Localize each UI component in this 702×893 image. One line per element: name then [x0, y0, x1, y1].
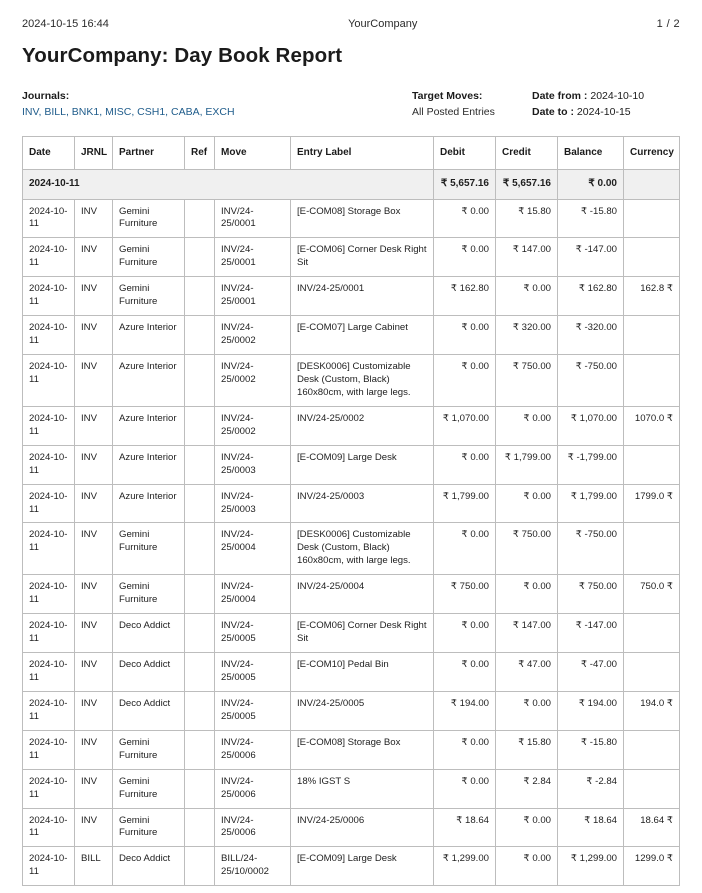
cell-currency: [624, 445, 680, 484]
cell-partner: Gemini Furniture: [113, 808, 185, 847]
cell-date: 2024-10-11: [23, 523, 75, 575]
cell-balance: ₹ -2.84: [558, 769, 624, 808]
cell-partner: Azure Interior: [113, 316, 185, 355]
header-timestamp: 2024-10-15 16:44: [22, 18, 109, 30]
cell-entry-label: [E-COM09] Large Desk: [291, 445, 434, 484]
group-credit: ₹ 5,657.16: [496, 169, 558, 199]
cell-move: INV/24-25/0006: [215, 769, 291, 808]
cell-jrnl: INV: [75, 691, 113, 730]
cell-entry-label: [DESK0006] Customizable Desk (Custom, Black) 160x80cm, with large legs.: [291, 523, 434, 575]
cell-balance: ₹ -147.00: [558, 614, 624, 653]
cell-move: INV/24-25/0003: [215, 484, 291, 523]
cell-balance: ₹ 18.64: [558, 808, 624, 847]
cell-debit: ₹ 18.64: [434, 808, 496, 847]
cell-date: 2024-10-11: [23, 691, 75, 730]
cell-balance: ₹ -15.80: [558, 730, 624, 769]
column-header-debit: Debit: [434, 137, 496, 170]
cell-jrnl: INV: [75, 238, 113, 277]
cell-currency: 1299.0 ₹: [624, 847, 680, 886]
cell-date: 2024-10-11: [23, 445, 75, 484]
table-row: [23, 238, 680, 277]
table-row: [23, 614, 680, 653]
cell-ref: [185, 575, 215, 614]
cell-date: 2024-10-11: [23, 277, 75, 316]
table-row: [23, 769, 680, 808]
column-header-balance: Balance: [558, 137, 624, 170]
group-header-row: [23, 169, 680, 199]
column-header-move: Move: [215, 137, 291, 170]
cell-jrnl: INV: [75, 316, 113, 355]
table-row: [23, 199, 680, 238]
cell-credit: ₹ 47.00: [496, 653, 558, 692]
cell-credit: ₹ 320.00: [496, 316, 558, 355]
cell-credit: ₹ 0.00: [496, 575, 558, 614]
cell-entry-label: [E-COM06] Corner Desk Right Sit: [291, 614, 434, 653]
table-row: [23, 445, 680, 484]
cell-partner: Azure Interior: [113, 445, 185, 484]
cell-balance: ₹ -1,799.00: [558, 445, 624, 484]
cell-move: INV/24-25/0001: [215, 238, 291, 277]
cell-move: INV/24-25/0005: [215, 653, 291, 692]
cell-debit: ₹ 750.00: [434, 575, 496, 614]
cell-entry-label: [DESK0006] Customizable Desk (Custom, Black) 160x80cm, with large legs.: [291, 355, 434, 407]
cell-debit: ₹ 0.00: [434, 730, 496, 769]
date-to-line: [532, 106, 680, 118]
cell-jrnl: INV: [75, 484, 113, 523]
table-row: [23, 575, 680, 614]
cell-currency: 1799.0 ₹: [624, 484, 680, 523]
column-header-jrnl: JRNL: [75, 137, 113, 170]
target-moves-label: Target Moves:: [412, 90, 483, 102]
cell-balance: ₹ -15.80: [558, 199, 624, 238]
cell-currency: [624, 653, 680, 692]
cell-date: 2024-10-11: [23, 484, 75, 523]
table-row: [23, 847, 680, 886]
cell-debit: ₹ 0.00: [434, 316, 496, 355]
cell-ref: [185, 691, 215, 730]
cell-debit: ₹ 0.00: [434, 614, 496, 653]
cell-ref: [185, 847, 215, 886]
header-page-indicator: 1 / 2: [656, 18, 680, 30]
table-row: [23, 730, 680, 769]
cell-debit: ₹ 162.80: [434, 277, 496, 316]
column-header-currency: Currency: [624, 137, 680, 170]
column-header-ref: Ref: [185, 137, 215, 170]
cell-jrnl: INV: [75, 575, 113, 614]
cell-balance: ₹ -147.00: [558, 238, 624, 277]
cell-entry-label: INV/24-25/0002: [291, 406, 434, 445]
cell-credit: ₹ 750.00: [496, 355, 558, 407]
date-from-value: 2024-10-10: [590, 90, 645, 102]
cell-credit: ₹ 15.80: [496, 730, 558, 769]
cell-date: 2024-10-11: [23, 575, 75, 614]
table-row: [23, 653, 680, 692]
table-row: [23, 316, 680, 355]
cell-balance: ₹ 1,299.00: [558, 847, 624, 886]
cell-jrnl: INV: [75, 199, 113, 238]
date-from-line: [532, 90, 680, 102]
table-row: [23, 277, 680, 316]
cell-partner: Gemini Furniture: [113, 277, 185, 316]
meta-date-range: [532, 90, 680, 118]
cell-entry-label: INV/24-25/0005: [291, 691, 434, 730]
cell-partner: Gemini Furniture: [113, 730, 185, 769]
daybook-table: [22, 136, 680, 886]
cell-balance: ₹ -47.00: [558, 653, 624, 692]
cell-credit: ₹ 1,799.00: [496, 445, 558, 484]
cell-credit: ₹ 0.00: [496, 847, 558, 886]
cell-entry-label: [E-COM07] Large Cabinet: [291, 316, 434, 355]
cell-partner: Gemini Furniture: [113, 523, 185, 575]
cell-debit: ₹ 0.00: [434, 769, 496, 808]
cell-date: 2024-10-11: [23, 730, 75, 769]
cell-currency: [624, 614, 680, 653]
cell-partner: Deco Addict: [113, 847, 185, 886]
cell-entry-label: 18% IGST S: [291, 769, 434, 808]
cell-debit: ₹ 0.00: [434, 445, 496, 484]
cell-partner: Azure Interior: [113, 406, 185, 445]
cell-move: INV/24-25/0006: [215, 730, 291, 769]
cell-credit: ₹ 2.84: [496, 769, 558, 808]
cell-balance: ₹ -320.00: [558, 316, 624, 355]
cell-credit: ₹ 0.00: [496, 406, 558, 445]
cell-move: BILL/24-25/10/0002: [215, 847, 291, 886]
cell-currency: 750.0 ₹: [624, 575, 680, 614]
cell-credit: ₹ 15.80: [496, 199, 558, 238]
cell-move: INV/24-25/0002: [215, 406, 291, 445]
cell-move: INV/24-25/0002: [215, 355, 291, 407]
cell-date: 2024-10-11: [23, 199, 75, 238]
cell-jrnl: INV: [75, 653, 113, 692]
cell-jrnl: INV: [75, 355, 113, 407]
cell-debit: ₹ 0.00: [434, 653, 496, 692]
cell-balance: ₹ 162.80: [558, 277, 624, 316]
cell-date: 2024-10-11: [23, 355, 75, 407]
cell-move: INV/24-25/0003: [215, 445, 291, 484]
cell-move: INV/24-25/0002: [215, 316, 291, 355]
report-meta: [22, 90, 680, 118]
date-from-label: Date from :: [532, 90, 588, 102]
cell-credit: ₹ 750.00: [496, 523, 558, 575]
table-row: [23, 691, 680, 730]
cell-balance: ₹ -750.00: [558, 355, 624, 407]
page-title: YourCompany: Day Book Report: [22, 44, 343, 67]
cell-ref: [185, 769, 215, 808]
cell-move: INV/24-25/0005: [215, 614, 291, 653]
column-header-entry-label: Entry Label: [291, 137, 434, 170]
cell-ref: [185, 523, 215, 575]
cell-debit: ₹ 0.00: [434, 523, 496, 575]
cell-move: INV/24-25/0005: [215, 691, 291, 730]
cell-jrnl: INV: [75, 808, 113, 847]
cell-move: INV/24-25/0006: [215, 808, 291, 847]
table-row: [23, 808, 680, 847]
cell-ref: [185, 277, 215, 316]
cell-currency: [624, 730, 680, 769]
cell-date: 2024-10-11: [23, 769, 75, 808]
cell-jrnl: INV: [75, 769, 113, 808]
table-row: [23, 484, 680, 523]
cell-jrnl: INV: [75, 614, 113, 653]
header-company: YourCompany: [348, 18, 418, 30]
cell-partner: Deco Addict: [113, 691, 185, 730]
table-header-row: [23, 137, 680, 170]
cell-partner: Azure Interior: [113, 484, 185, 523]
cell-entry-label: INV/24-25/0001: [291, 277, 434, 316]
group-date: 2024-10-11: [23, 169, 434, 199]
table-row: [23, 355, 680, 407]
cell-currency: [624, 769, 680, 808]
column-header-date: Date: [23, 137, 75, 170]
group-balance: ₹ 0.00: [558, 169, 624, 199]
cell-debit: ₹ 0.00: [434, 199, 496, 238]
cell-partner: Deco Addict: [113, 653, 185, 692]
column-header-partner: Partner: [113, 137, 185, 170]
cell-currency: 1070.0 ₹: [624, 406, 680, 445]
cell-ref: [185, 730, 215, 769]
cell-date: 2024-10-11: [23, 653, 75, 692]
cell-entry-label: INV/24-25/0004: [291, 575, 434, 614]
group-currency: [624, 169, 680, 199]
meta-journals: [22, 90, 412, 118]
cell-balance: ₹ 194.00: [558, 691, 624, 730]
cell-ref: [185, 445, 215, 484]
cell-ref: [185, 355, 215, 407]
cell-entry-label: INV/24-25/0003: [291, 484, 434, 523]
group-debit: ₹ 5,657.16: [434, 169, 496, 199]
cell-jrnl: BILL: [75, 847, 113, 886]
cell-jrnl: INV: [75, 523, 113, 575]
cell-balance: ₹ 750.00: [558, 575, 624, 614]
cell-move: INV/24-25/0001: [215, 277, 291, 316]
journals-value: INV, BILL, BNK1, MISC, CSH1, CABA, EXCH: [22, 106, 235, 118]
page-header: [22, 18, 680, 30]
cell-date: 2024-10-11: [23, 316, 75, 355]
column-header-credit: Credit: [496, 137, 558, 170]
cell-debit: ₹ 0.00: [434, 238, 496, 277]
cell-currency: [624, 316, 680, 355]
cell-debit: ₹ 1,070.00: [434, 406, 496, 445]
meta-target-moves: [412, 90, 532, 118]
cell-date: 2024-10-11: [23, 614, 75, 653]
cell-credit: ₹ 0.00: [496, 277, 558, 316]
cell-ref: [185, 238, 215, 277]
target-moves-value: All Posted Entries: [412, 106, 495, 118]
cell-credit: ₹ 147.00: [496, 614, 558, 653]
cell-ref: [185, 316, 215, 355]
cell-date: 2024-10-11: [23, 847, 75, 886]
cell-move: INV/24-25/0004: [215, 575, 291, 614]
table-header: [23, 137, 680, 170]
cell-currency: [624, 355, 680, 407]
cell-debit: ₹ 0.00: [434, 355, 496, 407]
cell-date: 2024-10-11: [23, 406, 75, 445]
cell-entry-label: [E-COM06] Corner Desk Right Sit: [291, 238, 434, 277]
cell-balance: ₹ -750.00: [558, 523, 624, 575]
cell-credit: ₹ 147.00: [496, 238, 558, 277]
cell-ref: [185, 653, 215, 692]
cell-balance: ₹ 1,799.00: [558, 484, 624, 523]
cell-jrnl: INV: [75, 406, 113, 445]
cell-entry-label: [E-COM09] Large Desk: [291, 847, 434, 886]
cell-ref: [185, 406, 215, 445]
table-row: [23, 523, 680, 575]
cell-ref: [185, 484, 215, 523]
cell-credit: ₹ 0.00: [496, 691, 558, 730]
cell-jrnl: INV: [75, 730, 113, 769]
cell-credit: ₹ 0.00: [496, 484, 558, 523]
cell-currency: [624, 199, 680, 238]
cell-currency: 162.8 ₹: [624, 277, 680, 316]
cell-partner: Gemini Furniture: [113, 769, 185, 808]
cell-currency: [624, 238, 680, 277]
cell-move: INV/24-25/0004: [215, 523, 291, 575]
cell-partner: Gemini Furniture: [113, 199, 185, 238]
cell-currency: 18.64 ₹: [624, 808, 680, 847]
date-to-value: 2024-10-15: [576, 106, 631, 118]
cell-entry-label: [E-COM10] Pedal Bin: [291, 653, 434, 692]
cell-ref: [185, 199, 215, 238]
cell-jrnl: INV: [75, 277, 113, 316]
cell-currency: 194.0 ₹: [624, 691, 680, 730]
cell-entry-label: [E-COM08] Storage Box: [291, 199, 434, 238]
cell-balance: ₹ 1,070.00: [558, 406, 624, 445]
cell-entry-label: INV/24-25/0006: [291, 808, 434, 847]
cell-move: INV/24-25/0001: [215, 199, 291, 238]
cell-partner: Gemini Furniture: [113, 575, 185, 614]
cell-ref: [185, 614, 215, 653]
cell-credit: ₹ 0.00: [496, 808, 558, 847]
cell-debit: ₹ 1,299.00: [434, 847, 496, 886]
cell-partner: Gemini Furniture: [113, 238, 185, 277]
cell-jrnl: INV: [75, 445, 113, 484]
cell-debit: ₹ 1,799.00: [434, 484, 496, 523]
cell-entry-label: [E-COM08] Storage Box: [291, 730, 434, 769]
table-row: [23, 406, 680, 445]
cell-ref: [185, 808, 215, 847]
cell-currency: [624, 523, 680, 575]
cell-partner: Deco Addict: [113, 614, 185, 653]
cell-partner: Azure Interior: [113, 355, 185, 407]
cell-date: 2024-10-11: [23, 808, 75, 847]
journals-label: Journals:: [22, 90, 70, 102]
cell-debit: ₹ 194.00: [434, 691, 496, 730]
cell-date: 2024-10-11: [23, 238, 75, 277]
date-to-label: Date to :: [532, 106, 574, 118]
table-body: [23, 169, 680, 886]
